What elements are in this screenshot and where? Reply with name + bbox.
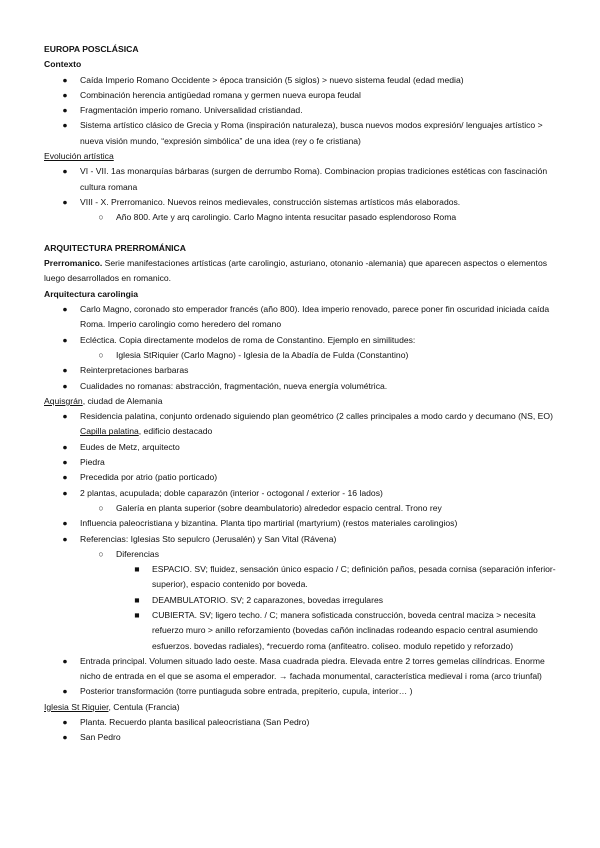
bullet-icon: ● <box>62 732 68 743</box>
bullet-icon: ● <box>62 472 68 483</box>
bullet-list <box>44 302 564 394</box>
bullet-icon: ● <box>62 304 68 315</box>
circle-bullet-icon: ○ <box>98 212 104 223</box>
list-item: ● Fragmentación imperio romano. Universalidad cristiandad. <box>44 103 564 118</box>
sub-heading-line: Capilla palatina, edificio destacado <box>80 426 213 437</box>
bullet-list <box>44 440 564 700</box>
bullet-list <box>44 409 564 424</box>
square-bullet-icon: ■ <box>134 564 140 575</box>
list-item: ● Carlo Magno, coronado sto emperador francés (año 800). Idea imperio renovado, parece poner fin oscuridad iniciada caída Roma. Imperio carolingio como heredero del romano <box>44 302 564 333</box>
list-item: ○ Iglesia StRiquier (Carlo Magno) - Iglesia de la Abadía de Fulda (Constantino) <box>44 348 564 363</box>
subheading: Aquisgrán, ciudad de Alemania <box>44 395 163 406</box>
list-item: ■ ESPACIO. SV; fluidez, sensación único espacio / C; definición paños, pesada cornisa (separación inferior-superior), espacio contenido por boveda. <box>44 562 564 593</box>
list-item: ● Piedra <box>44 455 564 470</box>
list-item: ● Sistema artístico clásico de Grecia y Roma (inspiración naturaleza), busca nuevos modos expresión/ lenguajes artístico > nueva visión mundo, “expresión simbólica” de una idea (rey o fe cristiana) <box>44 118 564 149</box>
bullet-icon: ● <box>62 196 68 207</box>
bullet-icon: ● <box>62 487 68 498</box>
blank-line <box>44 226 564 241</box>
bullet-icon: ● <box>62 380 68 391</box>
bullet-icon: ● <box>62 166 68 177</box>
circle-bullet-icon: ○ <box>98 502 104 513</box>
bullet-icon: ● <box>62 457 68 468</box>
list-item: ○ Diferencias <box>44 547 564 562</box>
document-body <box>44 42 564 746</box>
list-item: ● Residencia palatina, conjunto ordenado siguiendo plan geométrico (2 calles principales a modo cardo y decumano (NS, EO) <box>44 409 564 424</box>
bullet-icon: ● <box>62 120 68 131</box>
list-item: ● Planta. Recuerdo planta basilical paleocristiana (San Pedro) <box>44 715 564 730</box>
list-item: ● Influencia paleocristiana y bizantina. Planta tipo martirial (martyrium) (restos materiales carolingios) <box>44 516 564 531</box>
bullet-icon: ● <box>62 717 68 728</box>
list-item: ● VI - VII. 1as monarquías bárbaras (surgen de derrumbo Roma). Combinacion propias tradiciones estéticas con fascinación cultura romana <box>44 164 564 195</box>
section-title: EUROPA POSCLÁSICA <box>44 44 139 54</box>
bullet-icon: ● <box>62 518 68 529</box>
circle-bullet-icon: ○ <box>98 349 104 360</box>
paragraph: Prerromanico. Serie manifestaciones artísticas (arte carolingio, asturiano, otonanio -alemania) que aparecen aspectos o elementos luego desarrollados en romanico. <box>44 258 548 284</box>
bullet-icon: ● <box>62 74 68 85</box>
bullet-icon: ● <box>62 105 68 116</box>
square-bullet-icon: ■ <box>134 609 140 620</box>
subheading: Evolución artística <box>44 151 114 162</box>
list-item: ● Reinterpretaciones barbaras <box>44 363 564 378</box>
circle-bullet-icon: ○ <box>98 548 104 559</box>
bullet-list <box>44 715 564 746</box>
list-item: ● Precedida por atrio (patio porticado) <box>44 470 564 485</box>
square-bullet-icon: ■ <box>134 594 140 605</box>
list-item: ■ DEAMBULATORIO. SV; 2 caparazones, bovedas irregulares <box>44 593 564 608</box>
list-item: ● Referencias: Iglesias Sto sepulcro (Jerusalén) y San Vital (Rávena) <box>44 532 564 547</box>
list-item: ● 2 plantas, acupulada; doble caparazón (interior - octogonal / exterior - 16 lados) <box>44 486 564 501</box>
subheading: Contexto <box>44 59 82 70</box>
bullet-list <box>44 164 564 225</box>
list-item: ■ CUBIERTA. SV; ligero techo. / C; manera sofisticada construcción, boveda central maciza > necesita refuerzo muro > anillo reforzamiento (bovedas cañón inclinadas rodeando espacio central asumiendo esfuerzos. bovedas radiales), *recuerdo roma (anfiteatro. coliseo. modulo repetido y reforzado) <box>44 608 564 654</box>
list-item: ● San Pedro <box>44 730 564 745</box>
list-item: ● Caída Imperio Romano Occidente > época transición (5 siglos) > nuevo sistema feudal (edad media) <box>44 73 564 88</box>
bullet-icon: ● <box>62 441 68 452</box>
bullet-list <box>44 73 564 149</box>
section-title: ARQUITECTURA PRERROMÁNICA <box>44 242 186 253</box>
list-item: ○ Galería en planta superior (sobre deambulatorio) alrededor espacio central. Trono rey <box>44 501 564 516</box>
list-item: ● Posterior transformación (torre puntiaguda sobre entrada, prepiterio, cupula, interior… ) <box>44 684 564 699</box>
subheading: Arquitectura carolingia <box>44 288 139 299</box>
list-item: ● Entrada principal. Volumen situado lado oeste. Masa cuadrada piedra. Elevada entre 2 torres gemelas cilíndricas. Enorme nicho de entrada en el que se asoma el emperador. → fachada monumental, característica medieval i roma (arco triunfal) <box>44 654 564 685</box>
list-item: ● Ecléctica. Copia directamente modelos de roma de Constantino. Ejemplo en similitudes: <box>44 333 564 348</box>
bullet-icon: ● <box>62 533 68 544</box>
list-item: ○ Año 800. Arte y arq carolingio. Carlo Magno intenta resucitar pasado esplendoroso Roma <box>44 210 564 225</box>
list-item: ● VIII - X. Prerromanico. Nuevos reinos medievales, construcción sistemas artísticos más elaborados. <box>44 195 564 210</box>
bullet-icon: ● <box>62 686 68 697</box>
bullet-icon: ● <box>62 365 68 376</box>
list-item: ● Eudes de Metz, arquitecto <box>44 440 564 455</box>
subheading: Iglesia St Riquier, Centula (Francia) <box>44 701 180 712</box>
bullet-icon: ● <box>62 655 68 666</box>
bullet-icon: ● <box>62 334 68 345</box>
bullet-icon: ● <box>62 89 68 100</box>
bullet-icon: ● <box>62 411 68 422</box>
list-item: ● Combinación herencia antigüedad romana y germen nueva europa feudal <box>44 88 564 103</box>
list-item: ● Cualidades no romanas: abstracción, fragmentación, nueva energía volumétrica. <box>44 379 564 394</box>
